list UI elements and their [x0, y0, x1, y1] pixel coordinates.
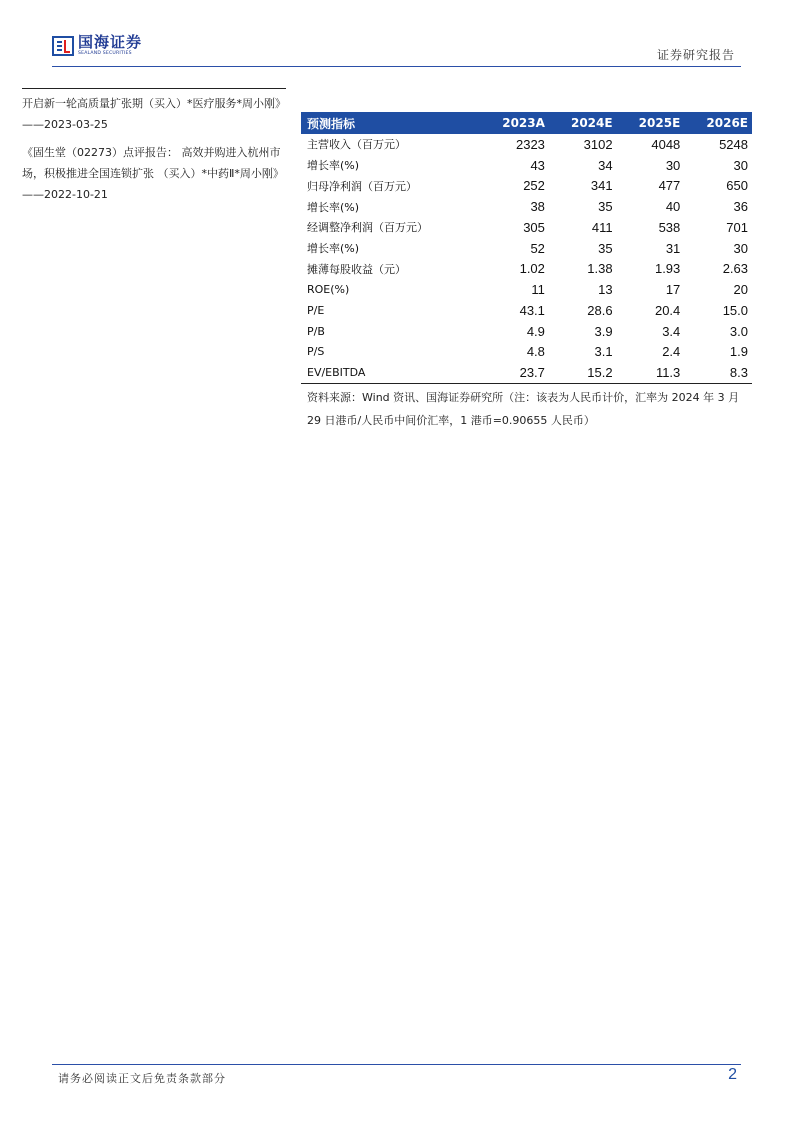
table-cell: 5248	[719, 136, 748, 152]
table-cell: 11	[531, 282, 545, 298]
row-label: 归母净利润（百万元）	[307, 179, 417, 193]
table-cell: 15.0	[722, 302, 748, 318]
table-cell: 538	[658, 219, 681, 235]
table-row	[301, 238, 752, 259]
table-cell: 30	[733, 240, 748, 256]
row-label: ROE(%)	[307, 283, 350, 297]
table-cell: 3102	[583, 136, 613, 152]
table-cell: 36	[733, 199, 748, 215]
report-type-label: 证券研究报告	[656, 48, 735, 62]
table-cell: 11.3	[617, 362, 685, 383]
table-row	[301, 176, 752, 197]
table-row	[301, 259, 752, 280]
table-cell: 3.4	[662, 323, 681, 339]
table-cell: 13	[598, 282, 613, 298]
table-row	[301, 217, 752, 238]
table-row	[301, 300, 752, 321]
table-cell: 17	[665, 282, 681, 298]
table-row	[301, 155, 752, 176]
table-row	[301, 279, 752, 300]
column-header: 2026E	[684, 112, 752, 134]
table-cell: 3.1	[594, 344, 613, 360]
table-row	[301, 134, 752, 155]
row-label: P/S	[307, 345, 325, 359]
table-cell: 20	[733, 282, 748, 298]
table-cell: 2.4	[662, 344, 681, 360]
table-cell: 305	[523, 219, 545, 235]
table-cell: 1.38	[587, 261, 613, 277]
page-number: 2	[728, 1066, 737, 1083]
table-cell: 1.93	[654, 261, 681, 277]
table-cell: 43	[530, 157, 545, 173]
sealand-logo-icon	[52, 35, 74, 57]
row-label: 主营收入（百万元）	[307, 138, 406, 152]
table-cell: 34	[598, 157, 613, 173]
row-label: 摊薄每股收益（元）	[307, 262, 406, 276]
row-label: P/B	[307, 324, 325, 338]
table-cell: 701	[726, 219, 748, 235]
row-label: 增长率(%)	[307, 200, 360, 214]
table-cell: 1.02	[519, 261, 545, 277]
column-header: 2023A	[480, 112, 549, 134]
header-divider	[52, 66, 741, 67]
table-cell: 15.2	[549, 362, 617, 383]
table-cell: 35	[598, 240, 613, 256]
footer-disclaimer: 请务必阅读正文后免责条款部分	[58, 1072, 226, 1085]
table-cell: 52	[530, 240, 545, 256]
table-cell: 20.4	[654, 302, 681, 318]
column-header: 预测指标	[301, 112, 480, 134]
table-cell: 411	[591, 219, 613, 235]
table-cell: 23.7	[480, 362, 549, 383]
table-header-row	[301, 112, 752, 134]
table-cell: 2.63	[722, 261, 748, 277]
column-header: 2024E	[549, 112, 617, 134]
row-label: 增长率(%)	[307, 242, 360, 256]
related-reports	[22, 88, 286, 212]
table-cell: 40	[665, 199, 681, 215]
table-cell: 35	[598, 199, 613, 215]
table-cell: 30	[665, 157, 681, 173]
table-cell: 38	[530, 199, 545, 215]
table-cell: 477	[658, 178, 681, 194]
row-label: 经调整净利润（百万元）	[307, 221, 428, 235]
table-cell: 43.1	[519, 302, 545, 318]
table-cell: 4.8	[526, 344, 545, 360]
table-source-note: 资料来源：Wind 资讯、国海证券研究所（注：该表为人民币计价，汇率为 2024 年 3 月 29 日港币/人民币中间价汇率，1 港币=0.90655 人民币）	[307, 391, 740, 427]
company-logo	[52, 33, 142, 59]
table-row	[301, 196, 752, 217]
table-cell: 3.0	[729, 323, 748, 339]
forecast-table-section	[301, 112, 752, 432]
logo-chinese-name: 国海证券	[78, 33, 143, 52]
table-cell: 341	[590, 178, 613, 194]
table-cell: 650	[726, 178, 748, 194]
column-header: 2025E	[617, 112, 685, 134]
footer-divider	[52, 1064, 741, 1065]
table-cell: 252	[523, 178, 545, 194]
table-cell: 8.3	[684, 362, 752, 383]
table-cell: 28.6	[587, 302, 613, 318]
related-report-item: 开启新一轮高质量扩张期（买入）*医疗服务*周小刚》——2023-03-25	[22, 97, 286, 131]
table-cell: 31	[665, 240, 681, 256]
table-cell: 3.9	[594, 323, 613, 339]
table-cell: 1.9	[729, 344, 748, 360]
row-label: EV/EBITDA	[301, 362, 480, 383]
logo-english-name: SEALAND SECURITIES	[78, 51, 132, 57]
forecast-table	[301, 112, 752, 384]
table-row	[301, 342, 752, 363]
table-cell: 30	[733, 157, 748, 173]
table-cell: 4048	[651, 136, 681, 152]
table-cell: 4.9	[526, 323, 545, 339]
table-cell: 2323	[515, 136, 545, 152]
table-row	[301, 362, 752, 383]
table-row	[301, 321, 752, 342]
row-label: 增长率(%)	[307, 159, 360, 173]
row-label: P/E	[307, 303, 325, 317]
related-report-item: 《固生堂（02273）点评报告： 高效并购进入杭州市场，积极推进全国连锁扩张 （买入）*中药Ⅱ*周小刚》——2022-10-21	[22, 146, 284, 201]
